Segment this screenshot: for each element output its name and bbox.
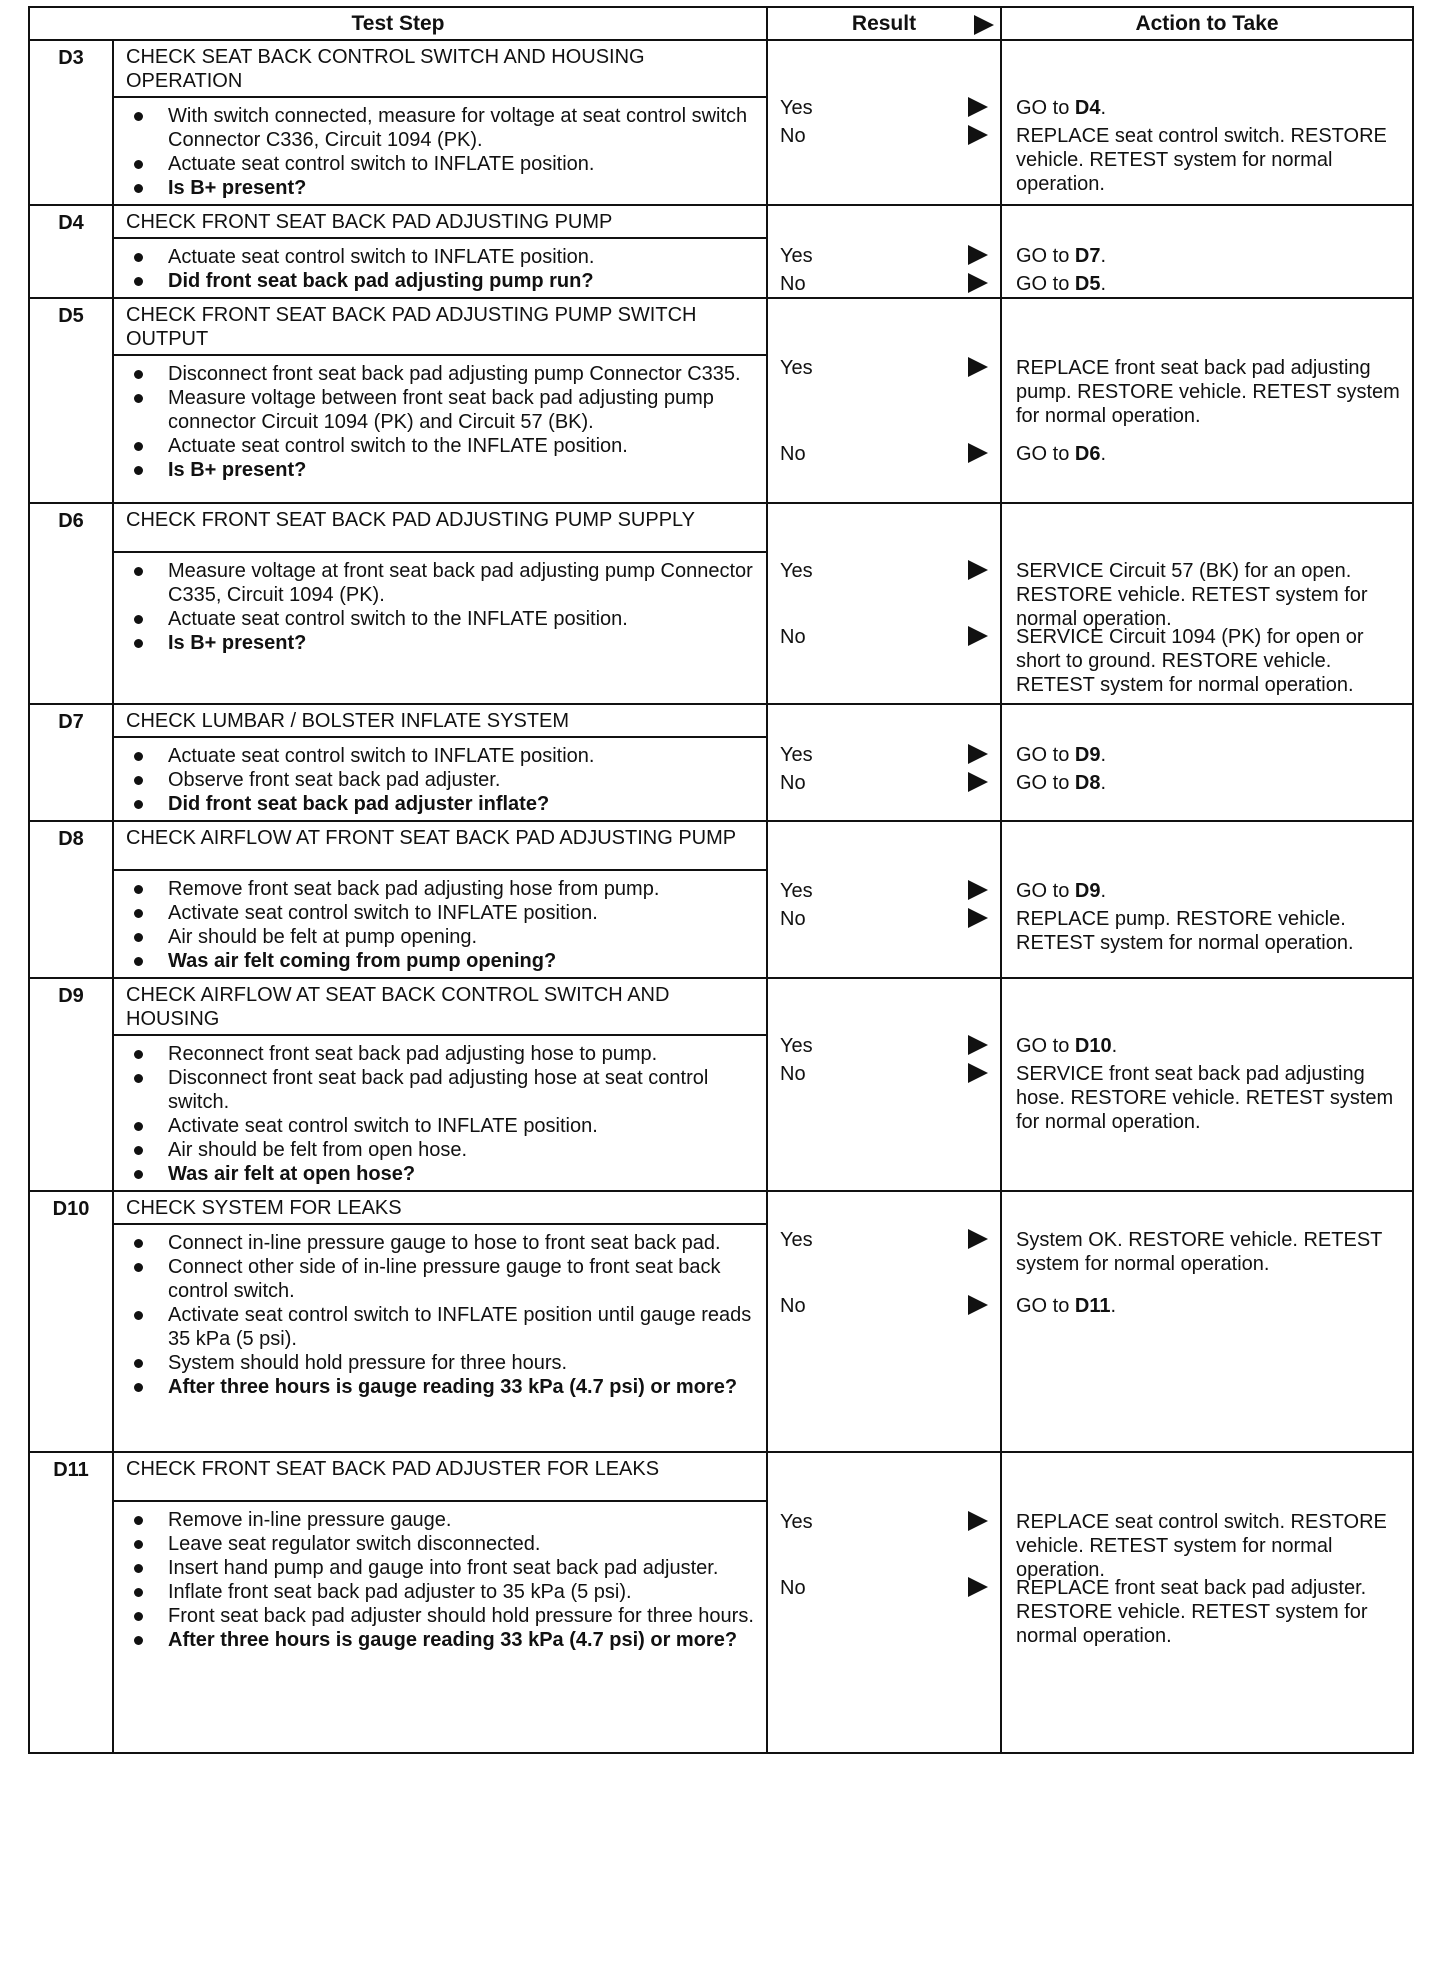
result-cell: [767, 1191, 1001, 1452]
result-list: [768, 206, 1000, 295]
step-instructions: [113, 1501, 767, 1753]
step-title: CHECK SEAT BACK CONTROL SWITCH AND HOUSING OPERATION: [113, 40, 767, 97]
result-label: No: [780, 1063, 806, 1085]
arrow-right-icon: [968, 908, 988, 928]
step-id: D11: [29, 1452, 113, 1753]
result-list: [768, 299, 1000, 496]
action-prefix: GO to: [1016, 1035, 1075, 1057]
step-instructions: [113, 1224, 767, 1452]
arrow-right-icon: [968, 1295, 988, 1315]
instruction-item: Actuate seat control switch to INFLATE position.: [132, 152, 758, 176]
result-no: [780, 442, 806, 466]
result-no: [780, 124, 806, 148]
instruction-question: Was air felt at open hose?: [132, 1162, 758, 1186]
action-text: [1016, 1576, 1408, 1648]
instruction-item: Activate seat control switch to INFLATE position.: [132, 1114, 758, 1138]
action-suffix: .: [1111, 1035, 1118, 1057]
arrow-right-icon: [968, 245, 988, 265]
action-cell: [1001, 821, 1413, 978]
action-step-ref: D10: [1074, 1035, 1112, 1057]
instruction-item: Actuate seat control switch to INFLATE position.: [132, 245, 758, 269]
action-suffix: .: [1100, 880, 1107, 902]
action-step-ref: D8: [1074, 772, 1101, 794]
step-title-row: [29, 40, 1413, 97]
action-cell: [1001, 503, 1413, 704]
result-cell: [767, 503, 1001, 704]
action-prefix: GO to: [1016, 443, 1075, 465]
step-title-row: [29, 298, 1413, 355]
action-text: [1016, 124, 1408, 196]
arrow-right-icon: [968, 626, 988, 646]
action-text: [1016, 1228, 1408, 1276]
step-title: CHECK FRONT SEAT BACK PAD ADJUSTER FOR LEAKS: [113, 1452, 767, 1501]
result-yes: [780, 743, 813, 767]
result-yes: [780, 1228, 813, 1252]
instruction-item: Measure voltage between front seat back pad adjusting pump connector Circuit 1094 (PK) and Circuit 57 (BK).: [132, 386, 758, 434]
result-cell: [767, 205, 1001, 298]
instruction-item: With switch connected, measure for voltage at seat control switch Connector C336, Circuit 1094 (PK).: [132, 104, 758, 152]
step-id: D4: [29, 205, 113, 298]
instruction-item: Disconnect front seat back pad adjusting hose at seat control switch.: [132, 1066, 758, 1114]
result-label: Yes: [780, 97, 813, 119]
result-list: [768, 705, 1000, 803]
instruction-question: After three hours is gauge reading 33 kPa (4.7 psi) or more?: [132, 1628, 758, 1652]
action-prefix: REPLACE seat control switch. RESTORE vehicle. RETEST system for normal operation.: [1016, 1511, 1387, 1581]
instruction-list: [114, 1036, 766, 1190]
instruction-item: Measure voltage at front seat back pad adjusting pump Connector C335, Circuit 1094 (PK).: [132, 559, 758, 607]
result-no: [780, 625, 806, 649]
instruction-question: Is B+ present?: [132, 631, 758, 655]
action-text: [1016, 1294, 1408, 1318]
step-id: D6: [29, 503, 113, 704]
instruction-item: Remove front seat back pad adjusting hose from pump.: [132, 877, 758, 901]
instruction-item: Air should be felt at pump opening.: [132, 925, 758, 949]
arrow-right-icon: [968, 1035, 988, 1055]
instruction-item: Reconnect front seat back pad adjusting hose to pump.: [132, 1042, 758, 1066]
step-instructions: [113, 1035, 767, 1191]
action-text: [1016, 625, 1408, 697]
action-prefix: GO to: [1016, 97, 1075, 119]
action-header: Action to Take: [1001, 7, 1413, 40]
action-list: [1002, 822, 1412, 977]
step-instructions: [113, 737, 767, 821]
step-title-row: [29, 205, 1413, 238]
result-yes: [780, 879, 813, 903]
result-label: Yes: [780, 1229, 813, 1251]
result-list: [768, 822, 1000, 977]
diagnostic-table: [28, 6, 1412, 1754]
instruction-item: Disconnect front seat back pad adjusting pump Connector C335.: [132, 362, 758, 386]
step-instructions: [113, 238, 767, 298]
action-text: [1016, 442, 1408, 466]
action-prefix: SERVICE Circuit 57 (BK) for an open. RESTORE vehicle. RETEST system for normal operation.: [1016, 560, 1368, 630]
action-text: [1016, 96, 1408, 120]
arrow-right-icon: [968, 97, 988, 117]
result-no: [780, 1062, 806, 1086]
action-text: [1016, 1062, 1408, 1134]
instruction-question: Did front seat back pad adjuster inflate?: [132, 792, 758, 816]
arrow-right-icon: [968, 125, 988, 145]
action-suffix: .: [1110, 1295, 1117, 1317]
result-label: No: [780, 443, 806, 465]
arrow-right-icon: [968, 1511, 988, 1531]
step-id: D7: [29, 704, 113, 821]
result-cell: [767, 704, 1001, 821]
action-list: [1002, 41, 1412, 195]
result-yes: [780, 1510, 813, 1534]
step-title-row: [29, 978, 1413, 1035]
action-cell: [1001, 205, 1413, 298]
instruction-question: After three hours is gauge reading 33 kPa (4.7 psi) or more?: [132, 1375, 758, 1399]
test-step-header: Test Step: [29, 7, 767, 40]
action-text: [1016, 1510, 1408, 1582]
instruction-item: Connect other side of in-line pressure gauge to front seat back control switch.: [132, 1255, 758, 1303]
result-yes: [780, 356, 813, 380]
instruction-item: Actuate seat control switch to the INFLATE position.: [132, 607, 758, 631]
step-title: CHECK AIRFLOW AT FRONT SEAT BACK PAD ADJUSTING PUMP: [113, 821, 767, 870]
result-label: Yes: [780, 357, 813, 379]
action-list: [1002, 705, 1412, 803]
action-text: [1016, 356, 1408, 428]
action-suffix: .: [1100, 245, 1107, 267]
action-list: [1002, 1453, 1412, 1752]
action-text: [1016, 1034, 1408, 1058]
table-header-row: [29, 7, 1413, 40]
result-label: Yes: [780, 744, 813, 766]
action-step-ref: D7: [1074, 245, 1101, 267]
instruction-question: Is B+ present?: [132, 176, 758, 200]
action-text: [1016, 559, 1408, 631]
instruction-item: Actuate seat control switch to INFLATE position.: [132, 744, 758, 768]
action-text: [1016, 771, 1408, 795]
action-prefix: REPLACE front seat back pad adjusting pump. RESTORE vehicle. RETEST system for normal operation.: [1016, 357, 1400, 427]
result-list: [768, 41, 1000, 182]
result-no: [780, 907, 806, 931]
step-id: D5: [29, 298, 113, 503]
arrow-right-icon: [968, 1063, 988, 1083]
step-title-row: [29, 821, 1413, 870]
result-no: [780, 1576, 806, 1600]
arrow-right-icon: [968, 273, 988, 293]
step-id: D8: [29, 821, 113, 978]
step-title-row: [29, 503, 1413, 552]
instruction-list: [114, 871, 766, 977]
instruction-question: Did front seat back pad adjusting pump run?: [132, 269, 758, 293]
arrow-right-icon: [968, 1577, 988, 1597]
result-yes: [780, 96, 813, 120]
action-text: [1016, 743, 1408, 767]
action-prefix: GO to: [1016, 880, 1075, 902]
instruction-list: [114, 1225, 766, 1403]
action-suffix: .: [1100, 443, 1107, 465]
action-cell: [1001, 1452, 1413, 1753]
action-cell: [1001, 1191, 1413, 1452]
arrow-right-icon: [968, 357, 988, 377]
action-list: [1002, 979, 1412, 1174]
action-step-ref: D9: [1074, 880, 1101, 902]
action-step-ref: D5: [1074, 273, 1101, 295]
step-title-row: [29, 1191, 1413, 1224]
action-suffix: .: [1100, 772, 1107, 794]
instruction-list: [114, 738, 766, 820]
instruction-item: Inflate front seat back pad adjuster to 35 kPa (5 psi).: [132, 1580, 758, 1604]
action-text: [1016, 907, 1408, 955]
result-list: [768, 1453, 1000, 1752]
arrow-right-icon: [968, 772, 988, 792]
result-label: Yes: [780, 1511, 813, 1533]
step-title: CHECK AIRFLOW AT SEAT BACK CONTROL SWITCH AND HOUSING: [113, 978, 767, 1035]
result-cell: [767, 821, 1001, 978]
action-cell: [1001, 40, 1413, 205]
action-prefix: REPLACE pump. RESTORE vehicle. RETEST system for normal operation.: [1016, 908, 1354, 954]
instruction-item: Connect in-line pressure gauge to hose to front seat back pad.: [132, 1231, 758, 1255]
instruction-list: [114, 356, 766, 486]
instruction-item: Observe front seat back pad adjuster.: [132, 768, 758, 792]
result-header: [767, 7, 1001, 40]
action-prefix: GO to: [1016, 1295, 1075, 1317]
arrow-right-icon: [974, 15, 994, 35]
instruction-item: Leave seat regulator switch disconnected.: [132, 1532, 758, 1556]
step-instructions: [113, 870, 767, 978]
instruction-item: Insert hand pump and gauge into front seat back pad adjuster.: [132, 1556, 758, 1580]
action-prefix: SERVICE front seat back pad adjusting hose. RESTORE vehicle. RETEST system for normal operation.: [1016, 1063, 1394, 1133]
instruction-item: Front seat back pad adjuster should hold pressure for three hours.: [132, 1604, 758, 1628]
result-label: Yes: [780, 245, 813, 267]
step-title-row: [29, 1452, 1413, 1501]
result-label: No: [780, 125, 806, 147]
instruction-list: [114, 98, 766, 204]
step-instructions: [113, 552, 767, 704]
result-label: No: [780, 273, 806, 295]
action-prefix: REPLACE seat control switch. RESTORE vehicle. RETEST system for normal operation.: [1016, 125, 1387, 195]
step-title-row: [29, 704, 1413, 737]
action-suffix: .: [1100, 744, 1107, 766]
action-prefix: GO to: [1016, 273, 1075, 295]
step-title: CHECK FRONT SEAT BACK PAD ADJUSTING PUMP SUPPLY: [113, 503, 767, 552]
action-text: [1016, 272, 1408, 296]
result-yes: [780, 1034, 813, 1058]
instruction-item: Remove in-line pressure gauge.: [132, 1508, 758, 1532]
result-cell: [767, 978, 1001, 1191]
step-title: CHECK FRONT SEAT BACK PAD ADJUSTING PUMP: [113, 205, 767, 238]
action-cell: [1001, 704, 1413, 821]
action-list: [1002, 1192, 1412, 1450]
step-id: D10: [29, 1191, 113, 1452]
result-no: [780, 771, 806, 795]
action-cell: [1001, 298, 1413, 503]
result-label: No: [780, 1577, 806, 1599]
instruction-list: [114, 239, 766, 297]
step-id: D9: [29, 978, 113, 1191]
step-instructions: [113, 97, 767, 205]
result-no: [780, 272, 806, 296]
test-step-table: [28, 6, 1414, 1754]
instruction-question: Was air felt coming from pump opening?: [132, 949, 758, 973]
action-text: [1016, 879, 1408, 903]
result-list: [768, 504, 1000, 703]
arrow-right-icon: [968, 443, 988, 463]
action-cell: [1001, 978, 1413, 1191]
result-label: No: [780, 908, 806, 930]
arrow-right-icon: [968, 880, 988, 900]
instruction-item: Activate seat control switch to INFLATE position until gauge reads 35 kPa (5 psi).: [132, 1303, 758, 1351]
step-title: CHECK SYSTEM FOR LEAKS: [113, 1191, 767, 1224]
result-cell: [767, 298, 1001, 503]
action-prefix: GO to: [1016, 744, 1075, 766]
action-text: [1016, 244, 1408, 268]
result-yes: [780, 559, 813, 583]
action-list: [1002, 206, 1412, 295]
instruction-item: Activate seat control switch to INFLATE position.: [132, 901, 758, 925]
instruction-question: Is B+ present?: [132, 458, 758, 482]
instruction-list: [114, 1502, 766, 1656]
step-title: CHECK FRONT SEAT BACK PAD ADJUSTING PUMP SWITCH OUTPUT: [113, 298, 767, 355]
instruction-item: Air should be felt from open hose.: [132, 1138, 758, 1162]
result-yes: [780, 244, 813, 268]
step-id: D3: [29, 40, 113, 205]
result-cell: [767, 1452, 1001, 1753]
result-label: Yes: [780, 1035, 813, 1057]
result-header-label: Result: [851, 11, 917, 35]
action-step-ref: D6: [1074, 443, 1101, 465]
action-prefix: System OK. RESTORE vehicle. RETEST system for normal operation.: [1016, 1229, 1383, 1275]
step-instructions: [113, 355, 767, 503]
action-step-ref: D4: [1074, 97, 1101, 119]
instruction-list: [114, 553, 766, 659]
result-no: [780, 1294, 806, 1318]
arrow-right-icon: [968, 744, 988, 764]
result-label: No: [780, 626, 806, 648]
action-prefix: GO to: [1016, 245, 1075, 267]
action-step-ref: D9: [1074, 744, 1101, 766]
arrow-right-icon: [968, 560, 988, 580]
result-list: [768, 979, 1000, 1174]
result-label: Yes: [780, 880, 813, 902]
arrow-right-icon: [968, 1229, 988, 1249]
instruction-item: Actuate seat control switch to the INFLATE position.: [132, 434, 758, 458]
action-prefix: SERVICE Circuit 1094 (PK) for open or short to ground. RESTORE vehicle. RETEST system for normal operation.: [1016, 626, 1364, 696]
action-prefix: GO to: [1016, 772, 1075, 794]
action-suffix: .: [1100, 97, 1107, 119]
action-list: [1002, 504, 1412, 703]
instruction-item: System should hold pressure for three hours.: [132, 1351, 758, 1375]
action-list: [1002, 299, 1412, 496]
result-cell: [767, 40, 1001, 205]
step-title: CHECK LUMBAR / BOLSTER INFLATE SYSTEM: [113, 704, 767, 737]
action-suffix: .: [1100, 273, 1107, 295]
action-prefix: REPLACE front seat back pad adjuster. RESTORE vehicle. RETEST system for normal operation.: [1016, 1577, 1368, 1647]
result-label: No: [780, 772, 806, 794]
action-step-ref: D11: [1074, 1295, 1111, 1317]
result-list: [768, 1192, 1000, 1450]
result-label: Yes: [780, 560, 813, 582]
result-label: No: [780, 1295, 806, 1317]
